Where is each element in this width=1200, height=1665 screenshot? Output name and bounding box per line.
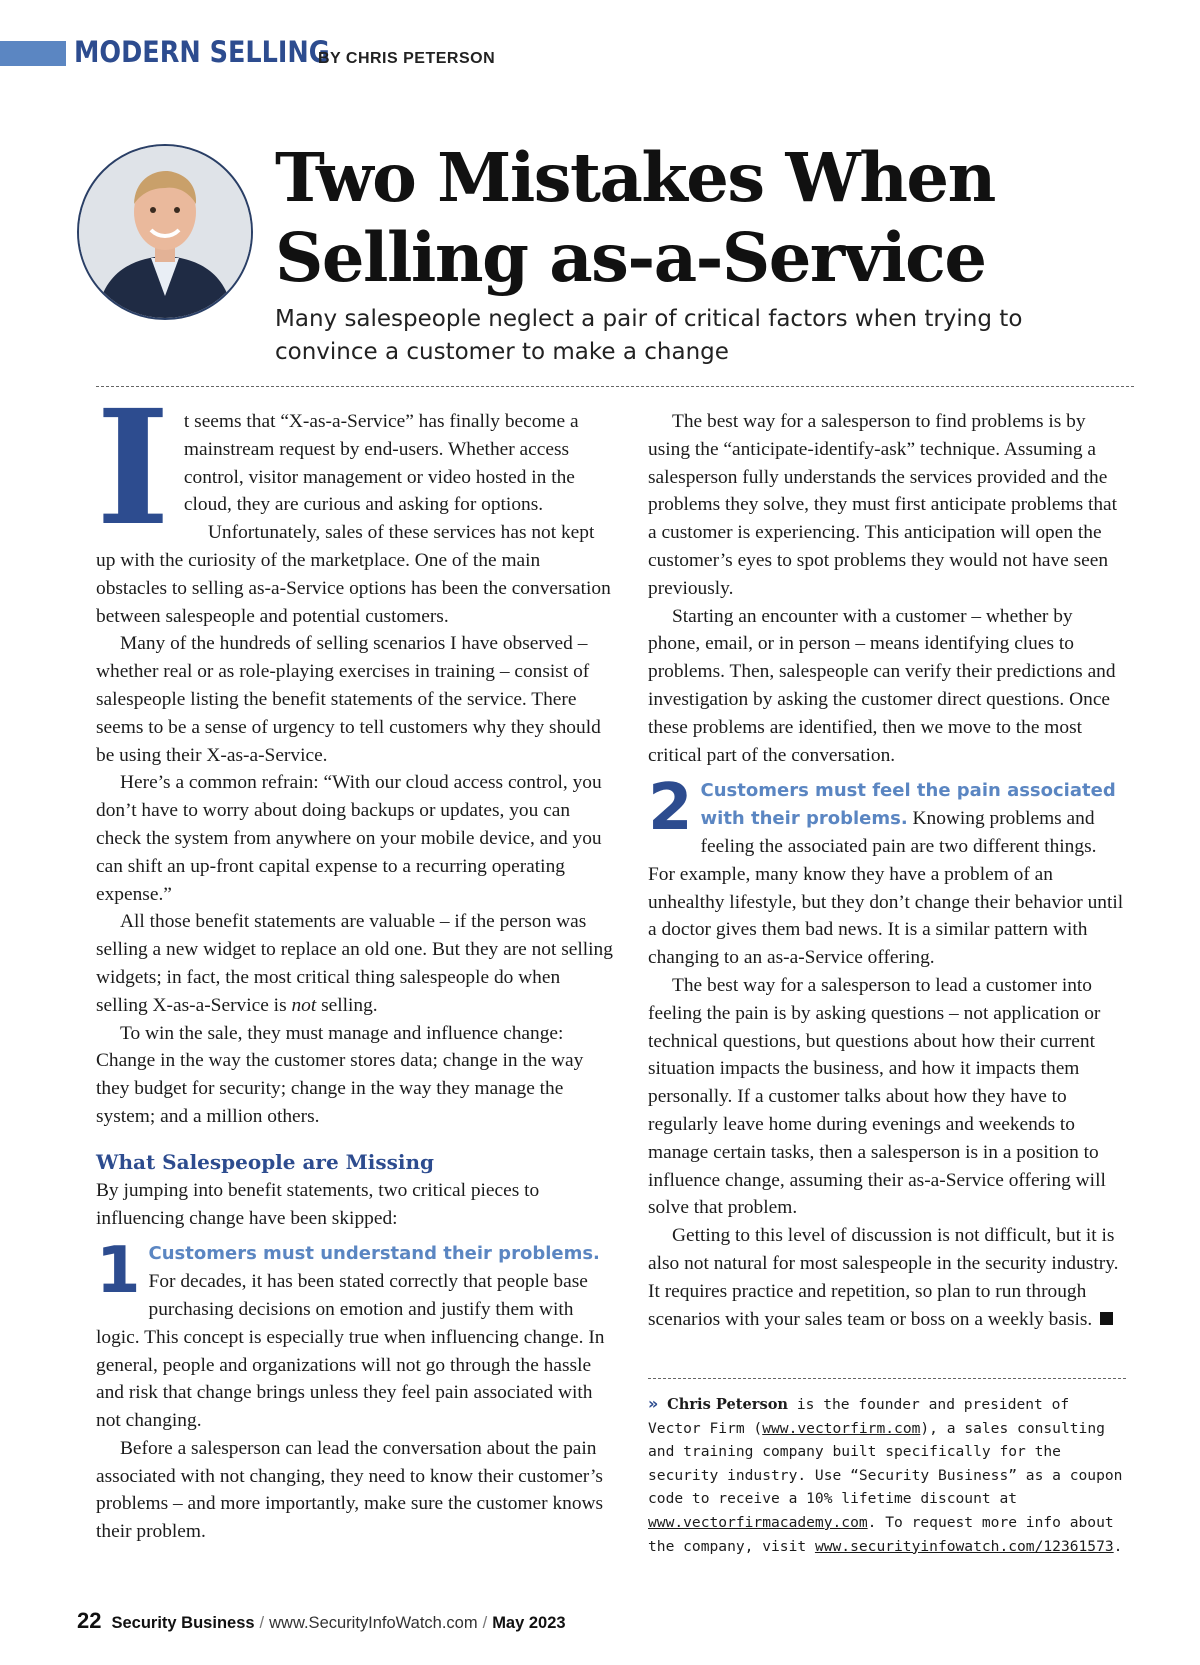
author-name: Chris Peterson (667, 1396, 789, 1413)
paragraph: Here’s a common refrain: “With our cloud access control, you don’t have to worry about doing backups or updates, you can check the system from anywhere on your mobile device, and you can shift an up-front capital expense to a recurring operating expense.” (96, 772, 602, 905)
text-run: selling. (316, 994, 378, 1016)
text-run: ), a sales consulting and training company built specifically for the security industry. Use “Security Business” as a coupon code to receive a 10% lifetime discount at (648, 1419, 1123, 1508)
link-vectorfirm[interactable]: www.vectorfirm.com (762, 1419, 921, 1437)
section-title: MODERN SELLING (74, 35, 330, 69)
point-1 (96, 1234, 616, 1435)
byline: BY CHRIS PETERSON (318, 50, 496, 67)
magazine-name: Security Business (111, 1614, 255, 1632)
deck-line-1: Many salespeople neglect a pair of critical factors when trying to (275, 306, 1023, 332)
separator: / (482, 1614, 488, 1632)
page-number: 22 (77, 1608, 102, 1633)
headline-line-2: Selling as-a-Service (275, 218, 986, 297)
section-color-bar (0, 41, 66, 66)
author-bio (648, 1392, 1126, 1558)
paragraph: Many of the hundreds of selling scenarios I have observed – whether real or as role-playing exercises in training – consist of salespeople listing the benefit statements of the service. There seems to be a sense of urgency to tell customers why they should be using their X-as-a-Service. (96, 633, 601, 766)
point-heading: Customers must understand their problems. (148, 1243, 600, 1265)
paragraph: Before a salesperson can lead the conversation about the pain associated with not changing, they need to know their customer’s problems – and more importantly, make sure the customer knows their problem. (96, 1437, 604, 1543)
paragraph: The best way for a salesperson to lead a customer into feeling the pain is by asking questions – not application or technical questions, but questions about how their current situation impacts the business, and how it impacts them personally. If a customer talks about how they have to regularly leave home during evenings and weekends to manage certain tasks, then a salesperson is in a position to influence change, assuming their as-a-Service offering will solve that problem. (648, 974, 1106, 1219)
paragraph: t seems that “X-as-a-Service” has finally become a mainstream request by end-users. Whether access control, visitor management or video hosted in the cloud, they are curious and asking for options. (183, 411, 579, 516)
paragraph (96, 908, 616, 1019)
point-heading: Customers must feel the pain associated with their problems. (700, 780, 1116, 830)
left-column (96, 376, 616, 1546)
author-portrait-icon (79, 146, 251, 318)
text-run: . (1113, 1537, 1123, 1555)
deck-subtitle (275, 303, 1155, 369)
headline (275, 138, 1175, 298)
divider (96, 386, 1134, 387)
paragraph (96, 1234, 616, 1435)
drop-cap: I (96, 376, 170, 561)
paragraph: Starting an encounter with a customer – whether by phone, email, or in person – means identifying clues to problems. Then, salespeople can verify their predictions and investigation by asking the customer direct questions. Once these problems are identified, then we move to the most critical part of the conversation. (648, 605, 1116, 766)
point-number: 1 (96, 1234, 141, 1309)
link-securityinfowatch[interactable]: www.securityinfowatch.com/12361573 (814, 1537, 1114, 1555)
double-chevron-icon: » (648, 1394, 659, 1413)
text-run: Knowing problems and feeling the associated pain are two different things. For example, many know they have a problem of an unhealthy lifestyle, but they don’t change their behavior until a doctor gives them bad news. It is a similar pattern with changing to an as-a-Service offering. (648, 808, 1124, 969)
right-column (648, 408, 1126, 1333)
author-avatar (77, 144, 253, 320)
page-footer (77, 1608, 566, 1634)
paragraph: By jumping into benefit statements, two critical pieces to influencing change have been skipped: (96, 1179, 540, 1229)
link-vectorfirmacademy[interactable]: www.vectorfirmacademy.com (648, 1513, 868, 1531)
end-mark-icon (1100, 1312, 1113, 1325)
bio-divider (648, 1378, 1126, 1379)
text-run: For decades, it has been stated correctly that people base purchasing decisions on emotion and justify them with logic. This concept is especially true when influencing change. In general, people and organizations will not go through the hassle and risk that change brings unless they feel pain associated with not changing. (96, 1271, 605, 1432)
point-2 (648, 771, 1126, 972)
paragraph: To win the sale, they must manage and influence change: Change in the way the customer stores data; change in the way they budget for security; change in the way they manage the system; and a million others. (96, 1022, 584, 1127)
text-run: Getting to this level of discussion is not difficult, but it is also not natural for most salespeople in the security industry. It requires practice and repetition, so plan to run through scenarios with your sales team or boss on a weekly basis. (648, 1225, 1119, 1330)
deck-line-2: convince a customer to make a change (275, 339, 729, 365)
paragraph (648, 771, 1126, 972)
text-run: is the founder and president of Vector Firm ( (648, 1396, 1070, 1437)
issue-date: May 2023 (492, 1614, 566, 1632)
text-run: All those benefit statements are valuable – if the person was selling a new widget to replace an old one. But they are not selling widgets; in fact, the most critical thing salespeople do when selling X-as-a-Service is (96, 911, 613, 1016)
emphasis: not (291, 994, 317, 1016)
headline-line-1: Two Mistakes When (275, 138, 995, 217)
paragraph: The best way for a salesperson to find problems is by using the “anticipate-identify-ask” technique. Assuming a salesperson fully understands the services provided and the problems they solve, they must first anticipate problems that a customer is experiencing. This anticipation will open the customer’s eyes to spot problems they would not have seen previously. (648, 411, 1118, 599)
subheading: What Salespeople are Missing (96, 1149, 435, 1174)
text-run: . To request more info about the company, visit (648, 1513, 1114, 1555)
paragraph: Unfortunately, sales of these services has not kept up with the curiosity of the marketplace. One of the main obstacles to selling as-a-Service options has been the conversation between salespeople and potential customers. (96, 522, 611, 627)
footer-url: www.SecurityInfoWatch.com (269, 1614, 478, 1632)
separator: / (259, 1614, 265, 1632)
paragraph (648, 1222, 1126, 1333)
point-number: 2 (648, 771, 693, 846)
